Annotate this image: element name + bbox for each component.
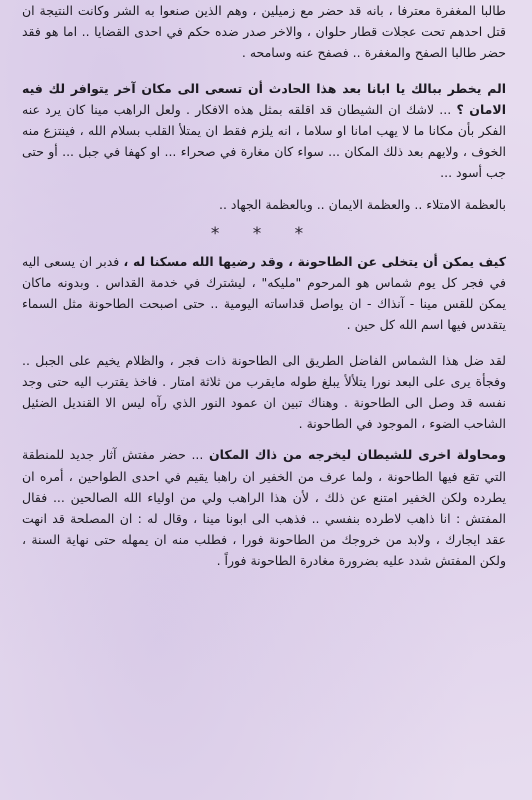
paragraph-5-text: لقد ضل هذا الشماس الفاضل الطريق الى الطاحونة ذات فجر ، والظلام يخيم على الجبل .. وفجأة يرى على البعد نورا يتلألأ يبلغ طوله مايقرب من ثلاثة امتار . فاخذ يقترب اليه حتى وجد نفسه قد وصل الى الطاحونة . وهناك تبين ان عمود النور الذي رآه ليس الا القنديل الضئيل الشاحب الضوء ، الموجود في الطاحونة . bbox=[22, 352, 506, 432]
paragraph-6 bbox=[22, 444, 506, 571]
paragraph-1-text: طالبا المغفرة معترفا ، بانه قد حضر مع زميلين ، وهم الذين صنعوا به الشر وكانت النتيجة ان قتل احدهم تحت عجلات قطار حلوان ، والاخر صدر ضده حكم في احدى القضايا .. اما هو فقد حضر طالبا الصفح والمغفرة .. فصفح عنه وسامحه . bbox=[22, 3, 506, 61]
section-divider-stars: * * * bbox=[210, 223, 318, 244]
paragraph-3 bbox=[22, 194, 506, 215]
paragraph-4-text: فدبر ان يسعى اليه في فجر كل يوم شماس هو المرحوم "مليكه" ، ليشترك في خدمة القداس . وبدونه ماكان يمكن للقس مينا - آنذاك - ان يواصل قداساته اليومية .. حتى اصبحت الطاحونة مثل السماء يتقدس فيها اسم الله كل حين . bbox=[22, 253, 506, 333]
paragraph-2 bbox=[22, 78, 506, 184]
paragraph-6-lead: ومحاولة اخرى للشيطان ليخرجه من ذاك المكان bbox=[208, 447, 506, 463]
paragraph-6-text: ... حضر مفتش آثار جديد للمنطقة التي تقع فيها الطاحونة ، ولما عرف من الخفير ان راهبا يقيم في احدى الطواحين ، أمره ان يطرده ولكن الخفير امتنع عن ذلك ، لأن هذا الراهب ولي من اولياء الله الصالحين ... فقال المفتش : انا ذاهب لاطرده بنفسي .. فذهب الى ابونا مينا ، وقال له : ان المصلحة قد انهت عقد ايجارك ، ولابد من خروجك من الطاحونة فورا ، فطلب منه ان يمهله حتى نهاية السنة ، ولكن المفتش شدد عليه بضرورة مغادرة الطاحونة فوراً . bbox=[22, 447, 506, 569]
paragraph-4 bbox=[22, 251, 506, 336]
paragraph-1 bbox=[22, 0, 506, 64]
paragraph-2-lead: الم يخطر ببالك يا ابانا بعد هذا الحادث أن تسعى الى مكان آخر يتوافر لك فيه الامان ؟ bbox=[22, 80, 506, 117]
paragraph-3-text: بالعظمة الامتلاء .. والعظمة الايمان .. وبالعظمة الجهاد .. bbox=[219, 196, 506, 212]
paragraph-4-lead: كيف يمكن أن يتخلى عن الطاحونة ، وقد رضيها الله مسكنا له ، bbox=[123, 253, 507, 269]
paragraph-5 bbox=[22, 350, 506, 435]
paragraph-2-text: ... لاشك ان الشيطان قد اقلقه بمثل هذه الافكار . ولعل الراهب مينا كان يرد عنه الفكر بأن مكانا ما لا يهب امانا او سلاما ، انه يلزم فقط ان يمتلأ القلب بسلام الله ، فينتزع منه الخوف ، ولايهم بعد ذلك المكان ... سواء كان مغارة في صحراء ... او كهفا في جبل ... أو حتى جب أسود ... bbox=[22, 101, 506, 181]
